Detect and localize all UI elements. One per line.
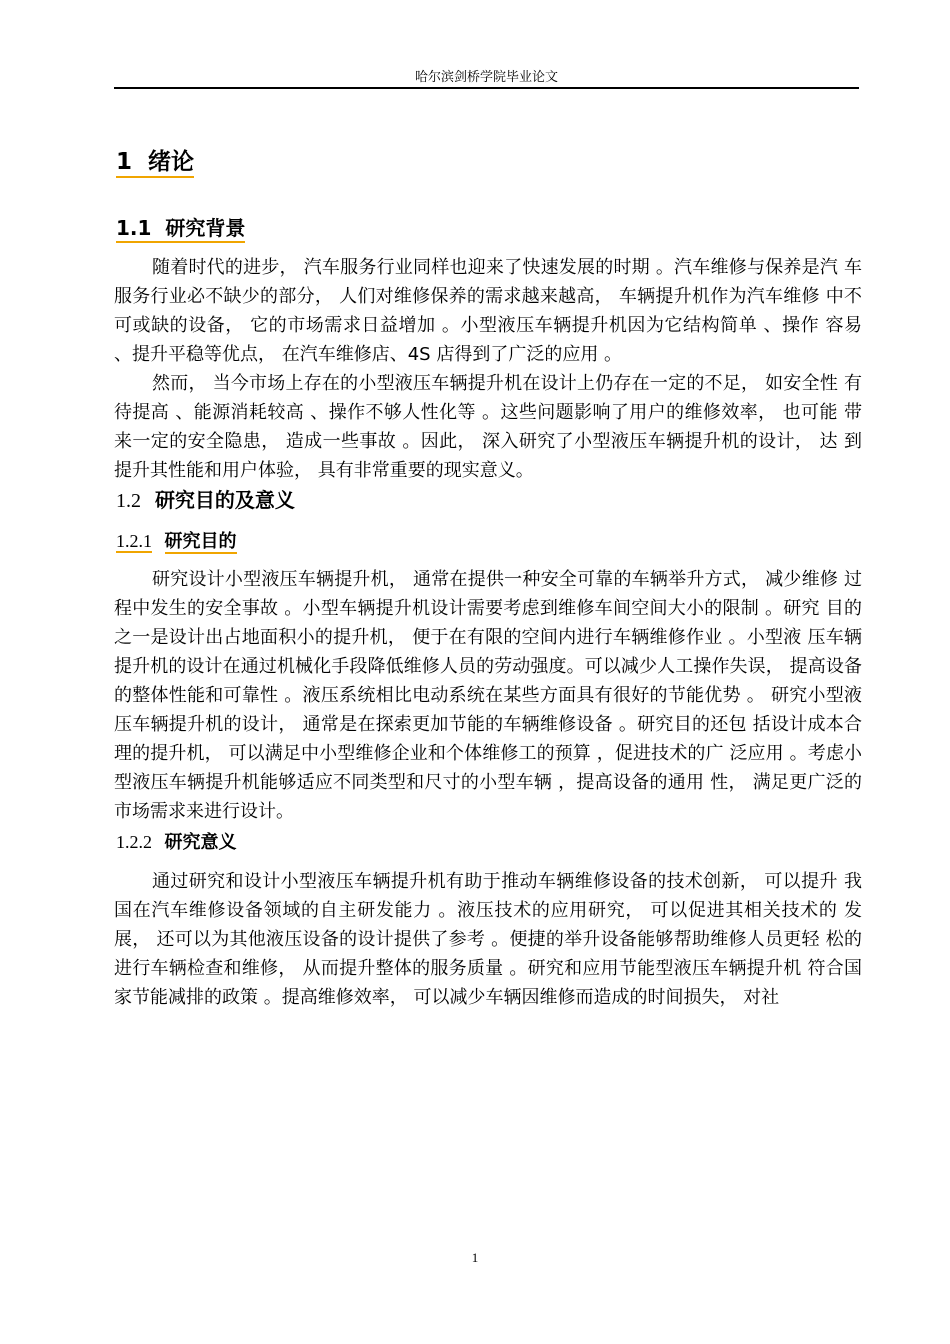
section-1-2-2-number: 1.2.2 <box>116 832 152 852</box>
section-1-2-title: 研究目的及意义 <box>154 488 295 512</box>
section-1-2-1-heading <box>116 529 237 554</box>
header-rule <box>114 87 859 89</box>
section-1-2-1-title: 研究目的 <box>164 531 237 552</box>
chapter-title: 绪论 <box>148 149 195 175</box>
section-1-2-2-title: 研究意义 <box>164 832 237 853</box>
section-1-1-heading <box>116 215 245 243</box>
section-1-1-title: 研究背景 <box>165 216 246 240</box>
section-1-2-1-number: 1.2.1 <box>116 531 152 551</box>
section-1-2-2-heading <box>116 830 237 855</box>
significance-paragraph: 通过研究和设计小型液压车辆提升机有助于推动车辆维修设备的技术创新， 可以提升 我国在汽车维修设备领域的自主研发能力 。液压技术的应用研究， 可以促进其相关技术的 发展， 还可以为其他液压设备的设计提供了参考 。便捷的举升设备能够帮助维修人员更轻 松的进行车辆检查和维修， 从而提升整体的服务质量 。研究和应用节能型液压车辆提升机 符合国家节能减排的政策 。提高维修效率， 可以减少车辆因维修而造成的时间损失， 对社 <box>114 871 862 1008</box>
section-1-2-heading <box>116 487 295 514</box>
chapter-number: 1 <box>116 149 133 175</box>
section-1-2-number: 1.2 <box>116 490 141 512</box>
chapter-heading <box>116 148 194 178</box>
background-paragraph-2: 然而， 当今市场上存在的小型液压车辆提升机在设计上仍存在一定的不足， 如安全性 有待提高 、能源消耗较高 、操作不够人性化等 。这些问题影响了用户的维修效率， 也可能 带来一定的安全隐患， 造成一些事故 。因此， 深入研究了小型液压车辆提升机的设计， 达 到提升其性能和用户体验， 具有非常重要的现实意义。 <box>114 373 862 481</box>
background-paragraph-1: 随着时代的进步， 汽车服务行业同样也迎来了快速发展的时期 。汽车维修与保养是汽 车服务行业必不缺少的部分， 人们对维修保养的需求越来越高， 车辆提升机作为汽车维修 中不可或缺的设备， 它的市场需求日益增加 。小型液压车辆提升机因为它结构简单 、操作 容易 、提升平稳等优点， 在汽车维修店、4S 店得到了广泛的应用 。 <box>114 257 862 365</box>
section-1-1-number: 1.1 <box>116 216 152 240</box>
page-header: 哈尔滨剑桥学院毕业论文 <box>414 70 558 85</box>
purpose-paragraph: 研究设计小型液压车辆提升机， 通常在提供一种安全可靠的车辆举升方式， 减少维修 过程中发生的安全事故 。小型车辆提升机设计需要考虑到维修车间空间大小的限制 。研究 目的之一是设计出占地面积小的提升机， 便于在有限的空间内进行车辆维修作业 。小型液 压车辆提升机的设计在通过机械化手段降低维修人员的劳动强度。可以减少人工操作失误， 提高设备的整体性能和可靠性 。液压系统相比电动系统在某些方面具有很好的节能优势 。 研究小型液压车辆提升机的设计， 通常是在探索更加节能的车辆维修设备 。研究目的还包 括设计成本合理的提升机， 可以满足中小型维修企业和个体维修工的预算 ，促进技术的广 泛应用 。考虑小型液压车辆提升机能够适应不同类型和尺寸的小型车辆 ，提高设备的通用 性， 满足更广泛的市场需求来进行设计。 <box>114 569 862 822</box>
page-number: 1 <box>471 1250 479 1265</box>
